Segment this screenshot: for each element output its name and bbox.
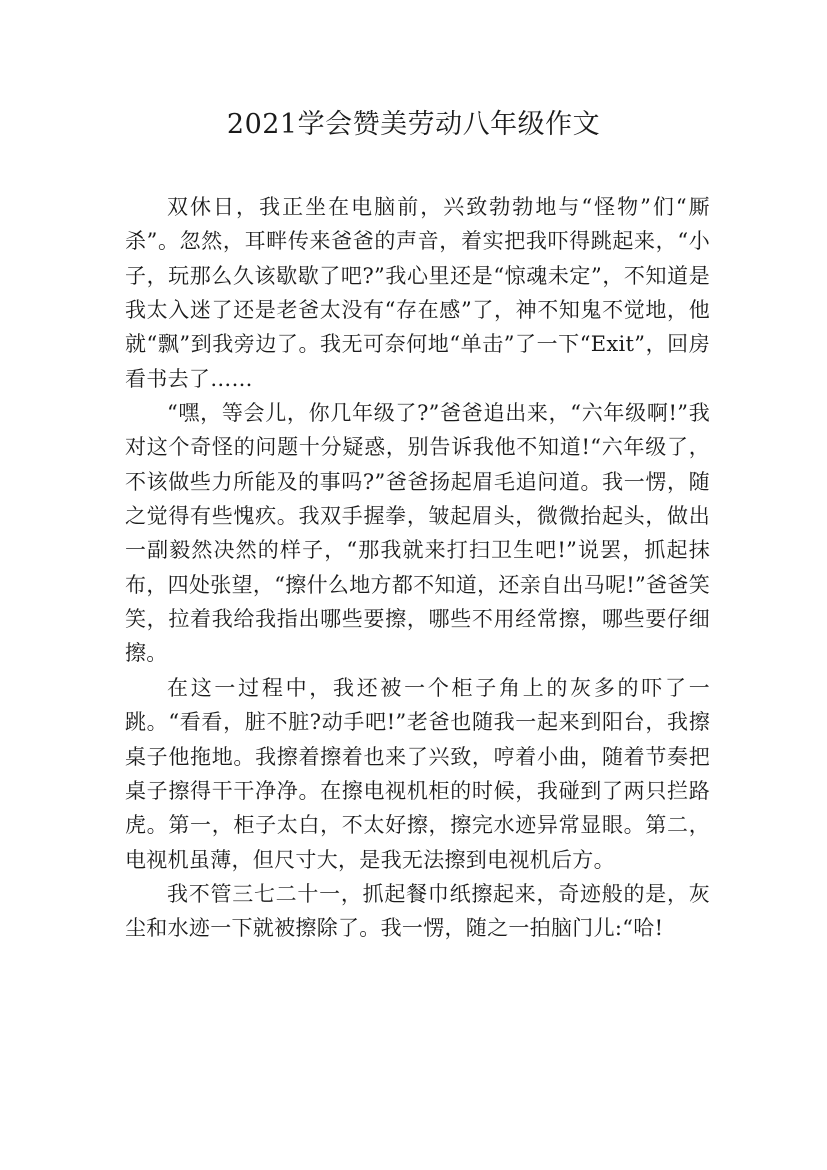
document-title: 2021学会赞美劳动八年级作文	[226, 109, 601, 140]
paragraph: 我不管三七二十一，抓起餐巾纸擦起来，奇迹般的是，灰尘和水迹一下就被擦除了。我一愣，随之一拍脑门儿:“哈!	[125, 881, 710, 941]
document-body	[125, 190, 710, 946]
paragraph: 在这一过程中，我还被一个柜子角上的灰多的吓了一跳。“看看，脏不脏?动手吧!”老爸也随我一起来到阳台，我擦桌子他拖地。我擦着擦着也来了兴致，哼着小曲，随着节奏把桌子擦得干干净净。在擦电视机柜的时候，我碰到了两只拦路虎。第一，柜子太白，不太好擦，擦完水迹异常显眼。第二，电视机虽薄，但尺寸大，是我无法擦到电视机后方。	[125, 675, 710, 872]
paragraph: “嘿，等会儿，你几年级了?”爸爸追出来，“六年级啊!”我对这个奇怪的问题十分疑惑，别告诉我他不知道!“六年级了，不该做些力所能及的事吗?”爸爸扬起眉毛追问道。我一愣，随之觉得有些愧疚。我双手握拳，皱起眉头，微微抬起头，做出一副毅然决然的样子，“那我就来打扫卫生吧!”说罢，抓起抹布，四处张望，“擦什么地方都不知道，还亲自出马呢!”爸爸笑笑，拉着我给我指出哪些要擦，哪些不用经常擦，哪些要仔细擦。	[125, 401, 710, 666]
paragraph: 双休日，我正坐在电脑前，兴致勃勃地与“怪物”们“厮杀”。忽然，耳畔传来爸爸的声音，着实把我吓得跳起来，“小子，玩那么久该歇歇了吧?”我心里还是“惊魂未定”，不知道是我太入迷了还是老爸太没有“存在感”了，神不知鬼不觉地，他就“飘”到我旁边了。我无可奈何地“单击”了一下“Exit”，回房看书去了……	[125, 195, 710, 391]
